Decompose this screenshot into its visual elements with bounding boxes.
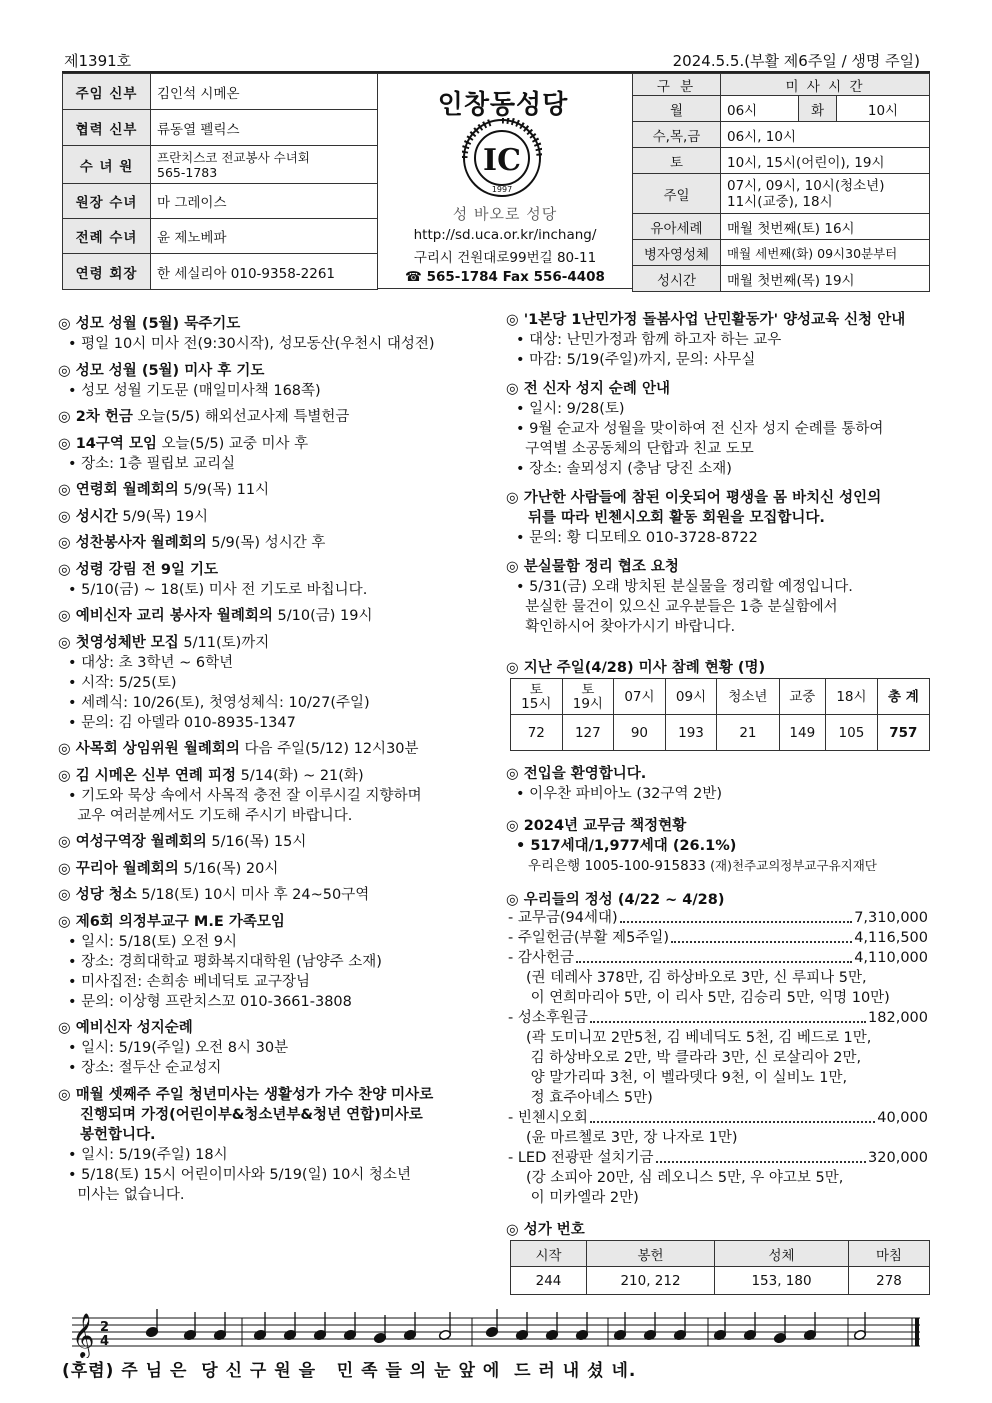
announcement-title xyxy=(58,633,490,653)
hymn-value: 210, 212 xyxy=(587,1267,715,1295)
announcement-line: • 일시: 5/19(주일) 18시 xyxy=(68,1146,228,1163)
welcome-section xyxy=(506,764,936,804)
donation-note: 이 연희마리아 5만, 이 리사 5만, 김승리 5만, 익명 10만) xyxy=(526,990,890,1006)
attendance-header xyxy=(717,679,779,715)
mass-label-mon: 월 xyxy=(633,96,721,122)
music-note xyxy=(485,1309,498,1338)
donation-note: 양 말가리따 3천, 이 벨라뎃다 9천, 이 실비노 1만, xyxy=(526,1070,848,1086)
duty-foundation: (재)천주교의정부교구유지재단 xyxy=(710,858,877,873)
announcement-line: • 미사집전: 손희송 베네딕토 교구장님 xyxy=(68,973,310,990)
music-score xyxy=(60,1308,932,1358)
announcement-heading: ◎ 성모 성월 (5월) 묵주기도 xyxy=(58,316,241,332)
announcement xyxy=(58,1085,490,1205)
announcement-detail: 5/9(목) 성시간 후 xyxy=(206,535,326,551)
music-note xyxy=(515,1312,528,1341)
welcome-line: • 이우찬 파비아노 (32구역 2반) xyxy=(516,786,723,802)
announcement-title xyxy=(58,480,490,500)
announcement-detail: 5/14(화) ~ 21(화) xyxy=(235,767,364,784)
staff-value: 김인석 시메온 xyxy=(151,74,378,110)
time-sig-top: 2 xyxy=(100,1320,110,1335)
hymn-value: 278 xyxy=(849,1267,930,1295)
mass-value-tue: 10시 xyxy=(837,96,930,122)
announcement xyxy=(58,859,490,879)
announcement-title xyxy=(58,885,490,905)
attendance-value: 90 xyxy=(614,715,666,751)
mass-value: 매월 첫번째(토) 16시 xyxy=(721,214,930,240)
logo-letters: IC xyxy=(483,143,521,178)
hymns-table xyxy=(510,1240,930,1295)
announcement-detail: 5/11(토)까지 xyxy=(178,634,270,651)
mass-value: 06시, 10시 xyxy=(721,122,930,148)
announcement-line: • 세례식: 10/26(토), 첫영성체식: 10/27(주일) xyxy=(68,694,370,711)
mass-label: 토 xyxy=(633,148,721,174)
attendance-table xyxy=(510,678,930,751)
announcement xyxy=(506,310,936,370)
parish-logo xyxy=(462,118,542,198)
parish-patron: 성 바오로 성당 xyxy=(452,205,558,223)
announcement-heading: ◎ 성시간 xyxy=(58,508,118,525)
hymn-value: 153, 180 xyxy=(715,1267,849,1295)
mass-label: 유아세례 xyxy=(633,214,721,240)
announcement-line: • 일시: 9/28(토) xyxy=(516,401,625,417)
announcement-detail: 오늘(5/5) 교중 미사 후 xyxy=(156,435,309,452)
announcement-line: • 장소: 솔뫼성지 (충남 당진 소재) xyxy=(516,461,732,477)
music-note xyxy=(283,1312,296,1341)
announcement xyxy=(58,480,490,500)
announcement xyxy=(58,533,490,553)
music-note xyxy=(773,1315,786,1344)
attendance-value: 21 xyxy=(717,715,779,751)
mass-value-2: 11시(교중), 18시 xyxy=(727,193,833,210)
attendance-value: 193 xyxy=(665,715,717,751)
hymn-header: 성체 xyxy=(715,1241,849,1267)
attendance-header xyxy=(877,679,929,715)
music-note xyxy=(403,1312,416,1341)
announcement xyxy=(58,407,490,427)
announcement-title xyxy=(58,832,490,852)
announcement-line: • 문의: 황 디모테오 010-3728-8722 xyxy=(516,530,758,546)
donation-amount: 320,000 xyxy=(868,1150,928,1166)
announcement-heading: ◎ 제6회 의정부교구 M.E 가족모임 xyxy=(58,913,285,930)
staff-value: 마 그레이스 xyxy=(151,184,378,219)
announcement-line: 구역별 소공동체의 단합과 친교 도모 xyxy=(516,441,754,457)
announcement xyxy=(58,885,490,905)
announcement-heading: ◎ 성령 강림 전 9일 기도 xyxy=(58,561,219,578)
attendance-header-line: 청소년 xyxy=(728,688,768,705)
announcement-detail: 5/16(목) 20시 xyxy=(178,860,279,877)
mass-times-table xyxy=(632,73,930,292)
donations-list xyxy=(508,908,928,1208)
attendance-header xyxy=(665,679,717,715)
donation-leader xyxy=(576,948,852,963)
music-note xyxy=(743,1312,756,1341)
hymn-value: 244 xyxy=(511,1267,587,1295)
announcement-line: • 5/18(토) 15시 어린이미사와 5/19(일) 10시 청소년 xyxy=(68,1166,411,1183)
attendance-header-line: 토 xyxy=(529,681,543,698)
announcement-title xyxy=(58,361,490,381)
music-note xyxy=(643,1312,656,1341)
announcement-title: ◎ 분실물함 정리 협조 요청 xyxy=(506,559,679,575)
mass-label: 병자영성체 xyxy=(633,240,721,266)
announcement-title xyxy=(58,1085,490,1105)
mass-label-tue: 화 xyxy=(799,96,837,122)
announcement-line: • 마감: 5/19(주일)까지, 문의: 사무실 xyxy=(516,352,756,368)
announcement-title xyxy=(58,407,490,427)
announcement xyxy=(58,560,490,600)
attendance-header xyxy=(826,679,878,715)
announcement xyxy=(58,633,490,733)
announcement-line: • 장소: 절두산 순교성지 xyxy=(68,1060,222,1076)
music-note xyxy=(145,1309,158,1338)
donation-amount: 182,000 xyxy=(868,1010,928,1026)
donation-amount: 7,310,000 xyxy=(854,910,928,926)
announcement-line: • 일시: 5/18(토) 오전 9시 xyxy=(68,933,238,950)
staff-table xyxy=(62,73,378,290)
attendance-value: 127 xyxy=(562,715,614,751)
mass-label: 성시간 xyxy=(633,266,721,292)
announcement-line: 교우 여러분께서도 기도해 주시기 바랍니다. xyxy=(68,807,353,824)
announcement-title xyxy=(58,912,490,932)
announcement-title xyxy=(58,434,490,454)
announcement xyxy=(58,1018,490,1078)
donation-note: 김 하상바오로 2만, 박 클라라 3만, 신 로살리아 2만, xyxy=(526,1050,862,1066)
mass-head-value: 미 사 시 간 xyxy=(721,74,930,96)
donations-title: ◎ 우리들의 정성 (4/22 ~ 4/28) xyxy=(506,892,725,908)
attendance-header xyxy=(614,679,666,715)
attendance-value: 149 xyxy=(779,715,826,751)
donation-leader xyxy=(671,928,852,943)
attendance-value: 72 xyxy=(511,715,563,751)
staff-label: 연령 회장 xyxy=(63,254,151,290)
announcement-detail: 5/16(목) 15시 xyxy=(206,834,307,850)
issue-date: 2024.5.5.(부활 제6주일 / 생명 주일) xyxy=(672,52,920,70)
donation-label: - 감사헌금 xyxy=(508,950,574,966)
staff-value-2: 565-1783 xyxy=(157,164,218,180)
announcement-detail: 5/10(금) 19시 xyxy=(272,608,373,624)
staff-value: 윤 제노베파 xyxy=(151,219,378,254)
mass-value: 매월 첫번째(목) 19시 xyxy=(721,266,930,292)
staff-value: 프란치스코 전교봉사 수녀회 xyxy=(157,149,310,165)
music-note xyxy=(373,1315,386,1344)
staff-label: 전례 수녀 xyxy=(63,219,151,254)
attendance-header xyxy=(779,679,826,715)
announcement-line: 분실한 물건이 있으신 교우분들은 1층 분실함에서 xyxy=(516,599,838,615)
duty-section xyxy=(506,816,936,876)
attendance-header-line: 18시 xyxy=(836,688,867,705)
announcement xyxy=(58,361,490,401)
announcement xyxy=(58,606,490,626)
parish-name: 인창동성당 xyxy=(437,90,569,120)
announcement-title-cont: 뒤를 따라 빈첸시오회 활동 회원을 모집합니다. xyxy=(528,510,825,526)
announcement-title-cont: 봉헌합니다. xyxy=(80,1126,156,1143)
announcement-title xyxy=(58,739,490,759)
mass-value: 07시, 09시, 10시(청소년) xyxy=(727,177,885,194)
attendance-value: 105 xyxy=(826,715,878,751)
hymns-title: ◎ 성가 번호 xyxy=(506,1222,585,1238)
donation-leader xyxy=(590,1008,866,1023)
donation-leader xyxy=(656,1148,867,1163)
mass-value-mon: 06시 xyxy=(721,96,799,122)
announcement-line: • 문의: 김 아델라 010-8935-1347 xyxy=(68,714,296,731)
music-note xyxy=(343,1312,356,1341)
attendance-header-line: 15시 xyxy=(521,695,552,712)
announcement-heading: ◎ 성모 성월 (5월) 미사 후 기도 xyxy=(58,362,265,379)
mass-value: 10시, 15시(어린이), 19시 xyxy=(721,148,930,174)
right-column xyxy=(506,310,936,646)
announcement xyxy=(58,507,490,527)
announcement-line: • 일시: 5/19(주일) 오전 8시 30분 xyxy=(68,1040,289,1056)
duty-bank: 우리은행 1005-100-915833 xyxy=(528,858,706,874)
announcement xyxy=(506,488,936,548)
announcement-title: ◎ '1본당 1난민가정 돌봄사업 난민활동가' 양성교육 신청 안내 xyxy=(506,312,906,328)
attendance-header-line: 09시 xyxy=(675,688,707,705)
announcement-title xyxy=(58,606,490,626)
announcement-line: • 성모 성월 기도문 (매일미사책 168쪽) xyxy=(68,382,321,399)
announcement-line: • 기도와 묵상 속에서 사목적 충전 잘 이루시길 지향하며 xyxy=(68,787,422,804)
announcement-heading: ◎ 김 시메온 신부 연례 피정 xyxy=(58,767,236,784)
announcement-title xyxy=(58,766,490,786)
announcement-detail: 다음 주일(5/12) 12시30분 xyxy=(239,741,419,757)
attendance-header-line: 07시 xyxy=(624,688,655,705)
announcement-title: ◎ 가난한 사람들에 참된 이웃되어 평생을 몸 바치신 성인의 xyxy=(506,490,882,506)
treble-clef-icon: 𝄞 xyxy=(72,1313,95,1357)
parish-address: 구리시 건원대로99번길 80-11 xyxy=(413,250,597,266)
time-sig-bottom: 4 xyxy=(100,1334,110,1349)
mass-head-label: 구 분 xyxy=(633,74,721,96)
announcement-line: • 대상: 초 3학년 ~ 6학년 xyxy=(68,654,234,671)
attendance-value: 757 xyxy=(877,715,929,751)
donation-leader xyxy=(620,908,853,923)
announcement-line: • 대상: 난민가정과 함께 하고자 하는 교우 xyxy=(516,332,782,348)
hymn-header: 시작 xyxy=(511,1241,587,1267)
attendance-header xyxy=(562,679,614,715)
announcement-detail: 5/9(목) 11시 xyxy=(178,482,270,498)
issue-number: 제1391호 xyxy=(64,52,132,70)
announcement-heading: ◎ 첫영성체반 모집 xyxy=(58,634,179,651)
announcement-detail: 5/9(목) 19시 xyxy=(117,508,209,525)
mass-value: 매월 세번째(화) 09시30분부터 xyxy=(721,240,930,266)
announcement-heading: ◎ 예비신자 성지순례 xyxy=(58,1020,193,1036)
announcement xyxy=(506,379,936,479)
announcement-heading: ◎ 예비신자 교리 봉사자 월례회의 xyxy=(58,608,273,624)
announcement xyxy=(58,832,490,852)
attendance-title: ◎ 지난 주일(4/28) 미사 참례 현황 (명) xyxy=(506,660,766,676)
donation-leader xyxy=(590,1108,875,1123)
announcement-title-cont: 진행되며 가정(어린이부&청소년부&청년 연합)미사로 xyxy=(80,1106,423,1123)
music-note xyxy=(545,1312,558,1341)
announcement-line: • 장소: 경희대학교 평화복지대학원 (남양주 소재) xyxy=(68,953,382,970)
music-note xyxy=(183,1312,196,1341)
announcement-heading: ◎ 꾸리아 월례회의 xyxy=(58,860,179,877)
mass-label: 수,목,금 xyxy=(633,122,721,148)
announcement-detail: 5/18(토) 10시 미사 후 24~50구역 xyxy=(136,887,370,903)
attendance-header xyxy=(511,679,563,715)
music-note xyxy=(673,1312,686,1341)
announcement-heading: ◎ 14구역 모임 xyxy=(58,435,157,452)
donation-row xyxy=(508,948,928,968)
staff-value: 한 세실리아 010-9358-2261 xyxy=(151,254,378,290)
announcement-heading: ◎ 사목회 상임위원 월례회의 xyxy=(58,741,240,757)
announcement-line: • 평일 10시 미사 전(9:30시작), 성모동산(우천시 대성전) xyxy=(68,336,435,352)
staff-label: 주임 신부 xyxy=(63,74,151,110)
announcement xyxy=(58,434,490,474)
announcement-heading: ◎ 성찬봉사자 월례회의 xyxy=(58,535,207,551)
announcement-title xyxy=(58,859,490,879)
announcement-title xyxy=(58,314,490,334)
donation-row xyxy=(508,1008,928,1028)
hymn-header: 마침 xyxy=(849,1241,930,1267)
music-note xyxy=(313,1312,326,1341)
logo-year: 1997 xyxy=(491,185,513,194)
announcement-line: 확인하시어 찾아가시기 바랍니다. xyxy=(516,619,736,635)
donation-label: - 빈첸시오회 xyxy=(508,1110,588,1126)
donation-note: (곽 도미니꼬 2만5천, 김 베네딕도 5천, 김 베드로 1만, xyxy=(526,1030,872,1046)
donation-row xyxy=(508,1148,928,1168)
attendance-header-line: 총 계 xyxy=(887,688,919,705)
donation-label: - LED 전광판 설치기금 xyxy=(508,1150,654,1166)
announcement-line: • 시작: 5/25(토) xyxy=(68,674,177,691)
announcement-heading: ◎ 매월 셋째주 주일 청년미사는 생활성가 가수 찬양 미사로 xyxy=(58,1086,434,1103)
parish-url[interactable]: http://sd.uca.or.kr/inchang/ xyxy=(413,227,597,243)
welcome-title: ◎ 전입을 환영합니다. xyxy=(506,766,647,782)
donation-label: - 교무금(94세대) xyxy=(508,910,618,926)
announcement-title xyxy=(58,560,490,580)
announcement-line: • 5/10(금) ~ 18(토) 미사 전 기도로 바칩니다. xyxy=(68,581,368,598)
music-note xyxy=(213,1312,226,1341)
announcement xyxy=(58,314,490,354)
announcement-heading: ◎ 성당 청소 xyxy=(58,887,137,903)
hymn-header: 봉헌 xyxy=(587,1241,715,1267)
announcement-line: • 5/31(금) 오래 방치된 분실물을 정리할 예정입니다. xyxy=(516,579,853,595)
staff-label: 수 녀 원 xyxy=(63,146,151,184)
announcement-line: • 문의: 이상형 프란치스꼬 010-3661-3808 xyxy=(68,993,352,1010)
announcement-heading: ◎ 여성구역장 월례회의 xyxy=(58,834,207,850)
left-column xyxy=(58,314,490,1205)
staff-label: 원장 수녀 xyxy=(63,184,151,219)
donation-label: - 주일헌금(부활 제5주일) xyxy=(508,930,670,946)
donation-amount: 4,110,000 xyxy=(854,950,928,966)
donation-row xyxy=(508,928,928,948)
music-note xyxy=(713,1312,726,1341)
announcement-heading: ◎ 2차 헌금 xyxy=(58,409,133,425)
donation-note: (윤 마르첼로 3만, 장 나자로 1만) xyxy=(526,1130,738,1146)
donation-label: - 성소후원금 xyxy=(508,1010,588,1026)
announcement-title xyxy=(58,533,490,553)
score-lyrics: (후렴) 주 님 은 당 신 구 원 을 민 족 들 의 눈 앞 에 드 러 내 셨 네. xyxy=(62,1361,637,1381)
donation-row xyxy=(508,1108,928,1128)
announcement-line: • 장소: 1층 필립보 교리실 xyxy=(68,455,236,472)
announcement xyxy=(58,739,490,759)
attendance-header-line: 토 xyxy=(581,681,595,698)
duty-status: • 517세대/1,977세대 (26.1%) xyxy=(516,838,737,854)
announcement xyxy=(58,766,490,826)
attendance-header-line: 교중 xyxy=(789,688,816,705)
duty-title: ◎ 2024년 교무금 책정현황 xyxy=(506,818,687,834)
donation-note: 정 효주아녜스 5만) xyxy=(526,1090,653,1106)
donation-note: (강 소피아 20만, 심 레오니스 5만, 우 야고보 5만, xyxy=(526,1170,844,1186)
announcement-line: 미사는 없습니다. xyxy=(68,1186,185,1203)
announcement-title xyxy=(58,1018,490,1038)
donation-row xyxy=(508,908,928,928)
attendance-header-line: 19시 xyxy=(572,695,603,712)
announcement xyxy=(506,557,936,637)
music-note xyxy=(575,1312,588,1341)
mass-label: 주일 xyxy=(633,174,721,214)
music-note xyxy=(803,1312,816,1341)
music-note xyxy=(853,1312,866,1341)
donation-amount: 40,000 xyxy=(877,1110,928,1126)
parish-phone: ☎ 565-1784 Fax 556-4408 xyxy=(405,269,605,285)
announcement-line: • 9월 순교자 성월을 맞이하여 전 신자 성지 순례를 통하여 xyxy=(516,421,884,437)
announcement-detail: 오늘(5/5) 해외선교사제 특별헌금 xyxy=(132,409,350,425)
announcement-heading: ◎ 연령회 월례회의 xyxy=(58,482,179,498)
music-note xyxy=(253,1312,266,1341)
donation-note: (권 데레사 378만, 김 하상바오로 3만, 신 루피나 5만, xyxy=(526,970,867,986)
donation-note: 이 미카엘라 2만) xyxy=(526,1190,639,1206)
music-note xyxy=(438,1312,451,1341)
announcement-title: ◎ 전 신자 성지 순례 안내 xyxy=(506,381,670,397)
music-note xyxy=(613,1312,626,1341)
announcement xyxy=(58,912,490,1012)
announcement-title xyxy=(58,507,490,527)
staff-value: 류동열 펠릭스 xyxy=(151,110,378,146)
donation-amount: 4,116,500 xyxy=(854,930,928,946)
staff-label: 협력 신부 xyxy=(63,110,151,146)
